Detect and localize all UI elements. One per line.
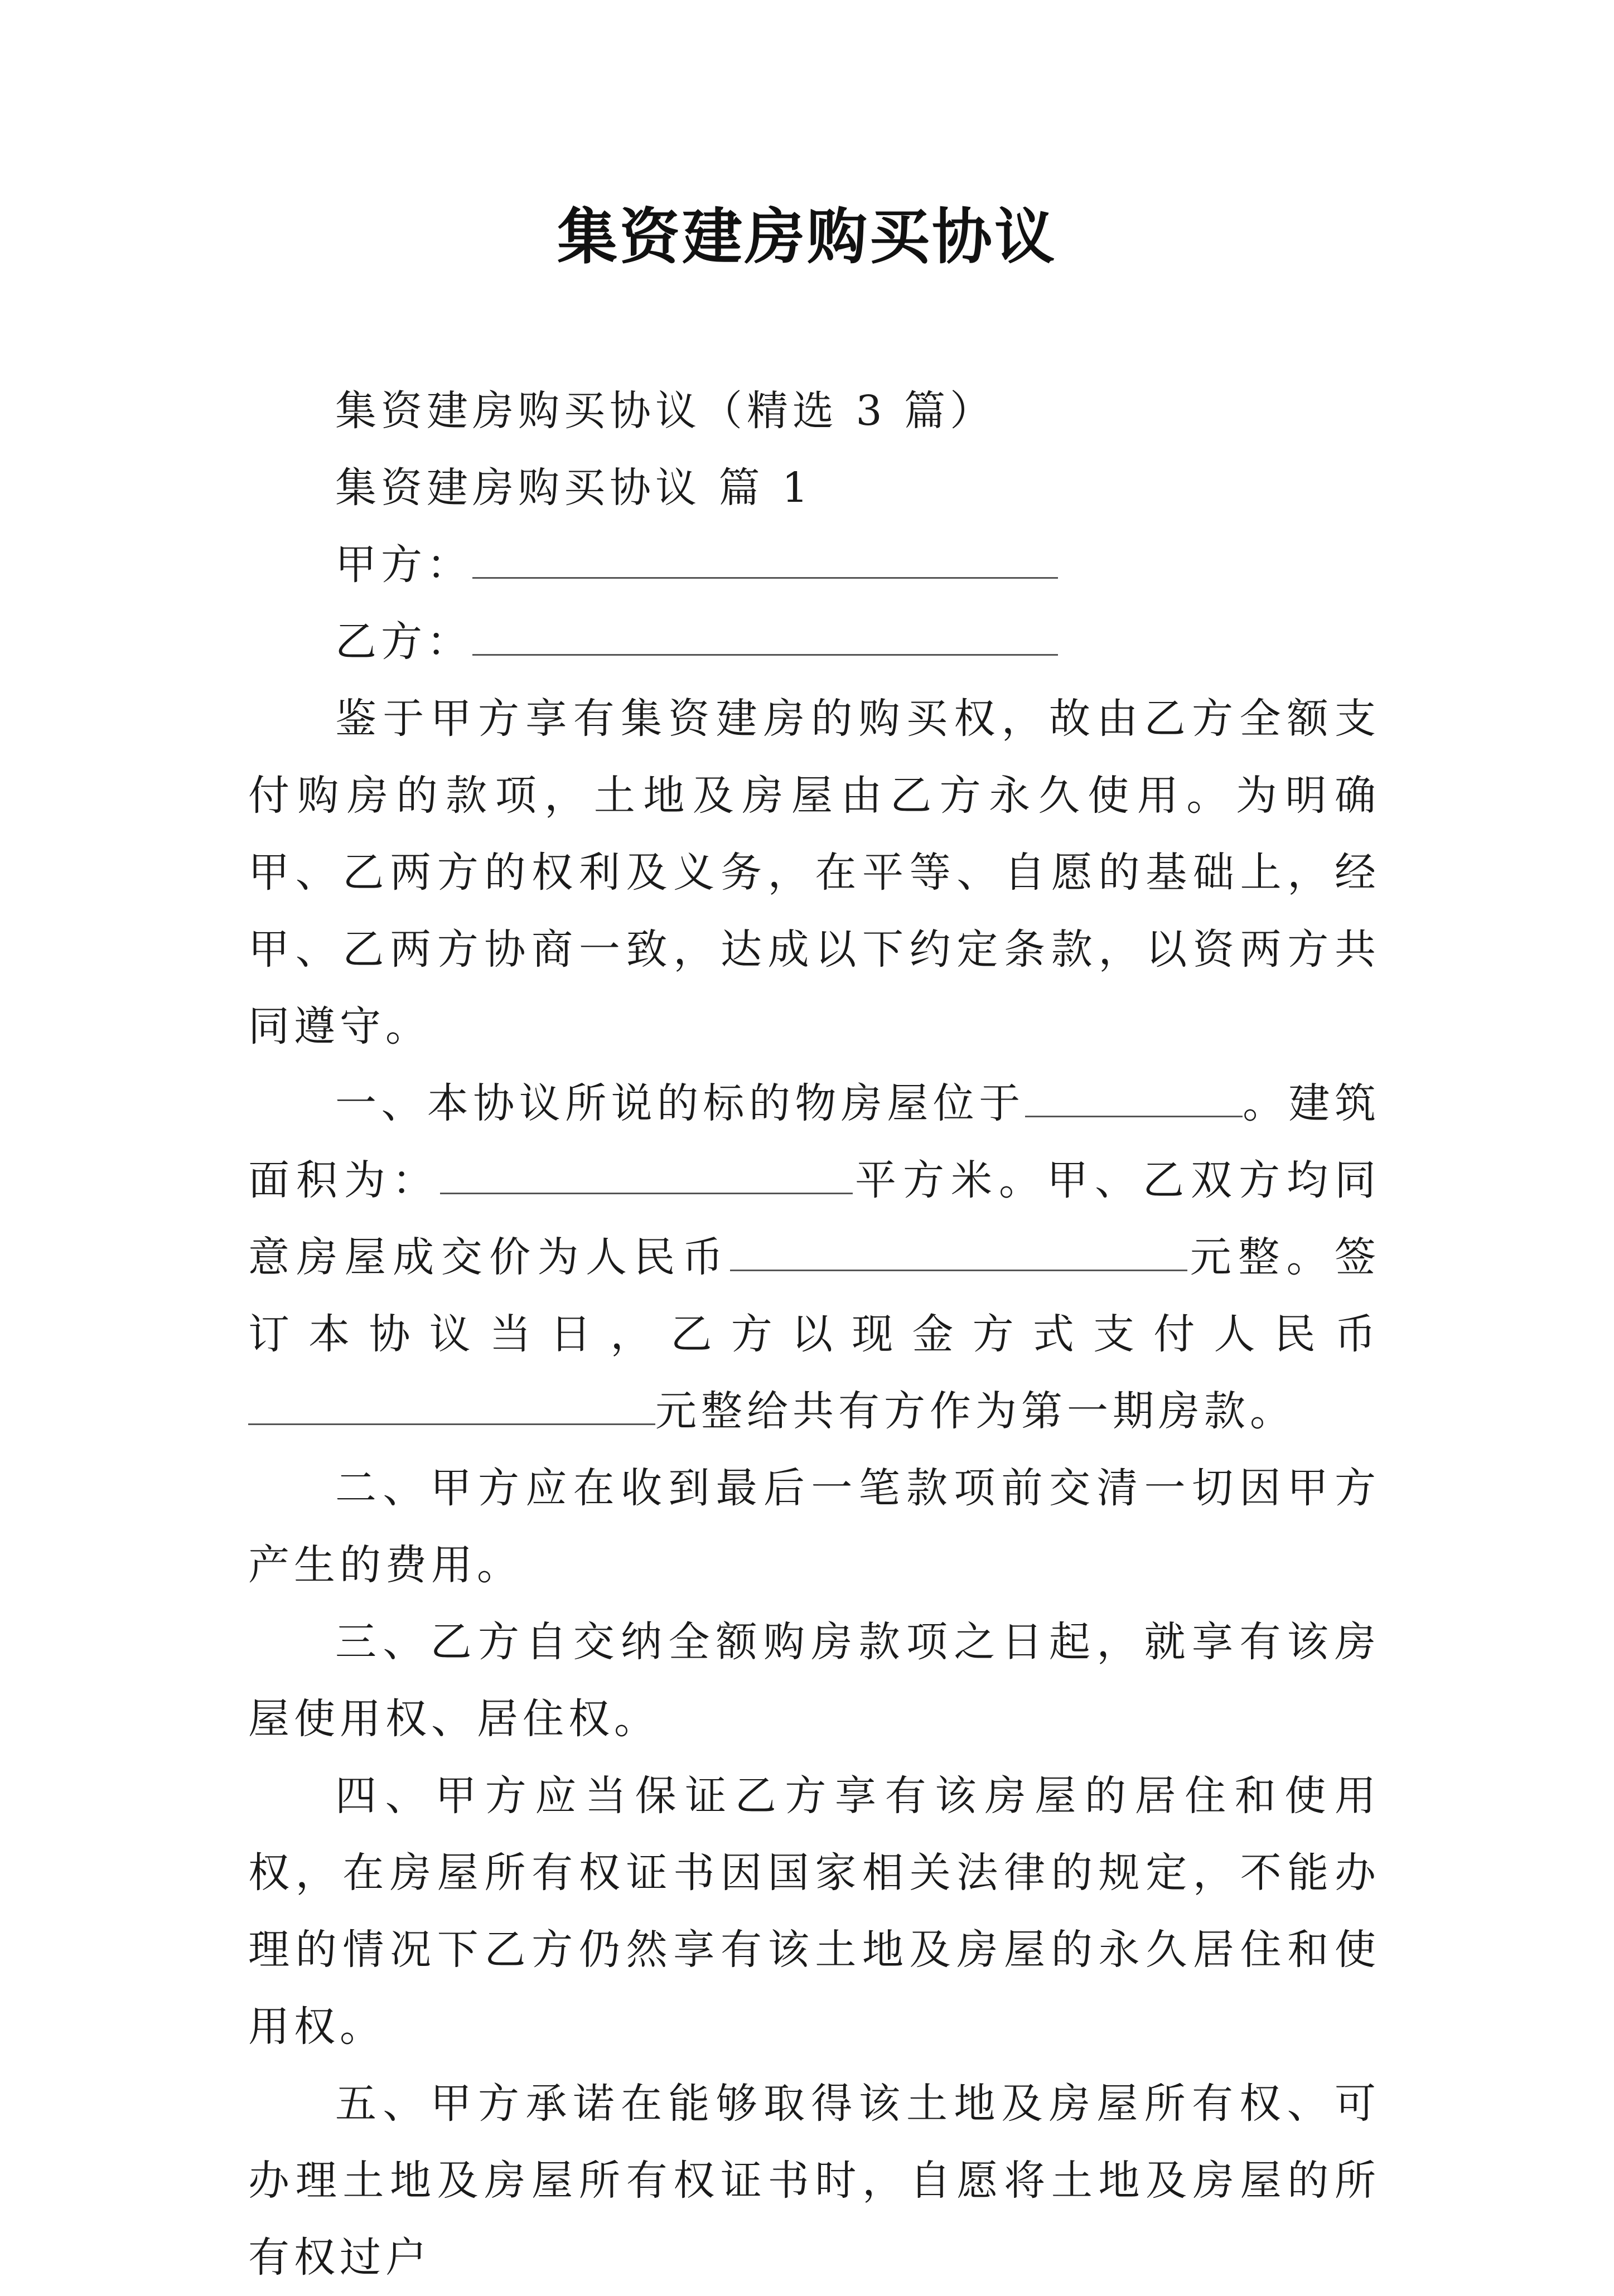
- clause-5-paragraph: 五、甲方承诺在能够取得该土地及房屋所有权、可办理土地及房屋所有权证书时，自愿将土地及房屋的所有权过户: [248, 2080, 1380, 2282]
- clause-1-text-3: 平方米。甲、乙双方均同意房屋成交价为人民币: [248, 1156, 1380, 1281]
- party-b-label: 乙方：: [335, 618, 472, 666]
- clause-1-text-4: 元整。签订本协议当日，乙方以现金方式支付人民币: [248, 1233, 1381, 1358]
- preamble-paragraph: 鉴于甲方享有集资建房的购买权，故由乙方全额支付购房的款项，土地及房屋由乙方永久使用。为明确甲、乙两方的权利及义务，在平等、自愿的基础上，经甲、乙两方协商一致，达成以下约定条款，以资两方共同遵守。: [248, 695, 1380, 1050]
- clause-1-text-2: 。建筑面积为：: [248, 1079, 1381, 1204]
- first-payment-blank: [248, 1384, 655, 1425]
- clause-1-paragraph: [248, 1065, 1380, 1450]
- clause-3-paragraph: 三、乙方自交纳全额购房款项之日起，就享有该房屋使用权、居住权。: [248, 1618, 1380, 1743]
- party-a-label: 甲方：: [335, 541, 472, 589]
- area-blank: [440, 1154, 853, 1194]
- price-blank: [730, 1231, 1187, 1271]
- party-b-blank: [472, 615, 1058, 656]
- clause-2-paragraph: 二、甲方应在收到最后一笔款项前交清一切因甲方产生的费用。: [248, 1464, 1380, 1589]
- clause-4-paragraph: 四、甲方应当保证乙方享有该房屋的居住和使用权，在房屋所有权证书因国家相关法律的规定，不能办理的情况下乙方仍然享有该土地及房屋的永久居住和使用权。: [248, 1772, 1380, 2051]
- party-a-blank: [472, 538, 1058, 579]
- subtitle: 集资建房购买协议（精选 3 篇）: [335, 387, 996, 435]
- document-title: 集资建房购买协议: [557, 202, 1057, 272]
- location-blank: [1025, 1077, 1243, 1117]
- clause-1-text-1: 一、本协议所说的标的物房屋位于: [335, 1079, 1025, 1127]
- party-a-line: [248, 526, 1380, 603]
- document-body: [248, 372, 1380, 2296]
- party-b-line: [248, 603, 1380, 680]
- clause-1-text-5: 元整给共有方作为第一期房款。: [655, 1387, 1296, 1435]
- section-heading: 集资建房购买协议 篇 1: [335, 464, 813, 512]
